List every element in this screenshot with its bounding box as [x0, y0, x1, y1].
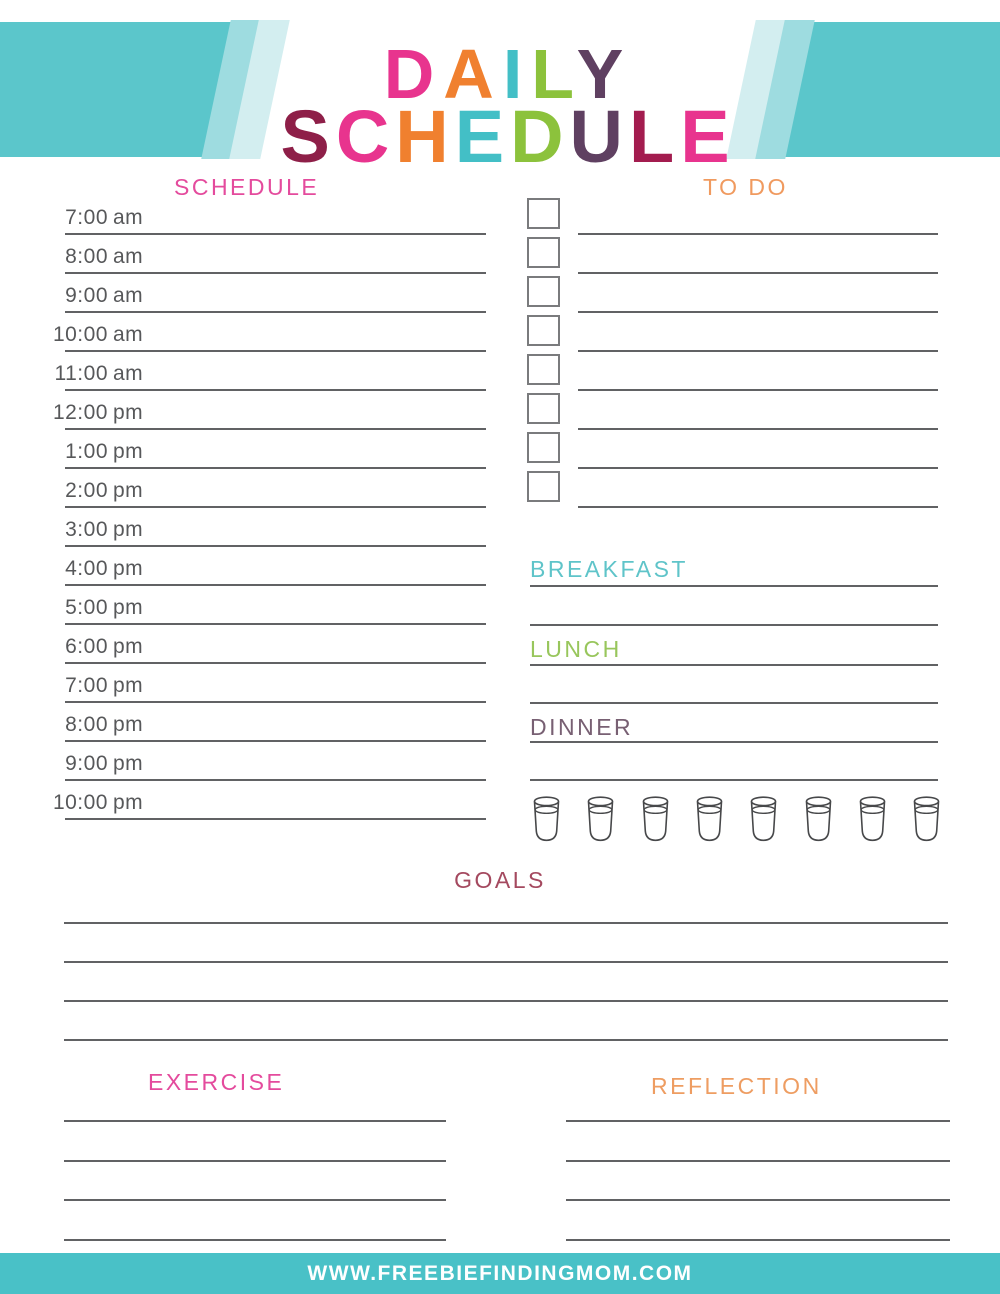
title-letter: S: [280, 95, 336, 178]
schedule-line: [65, 779, 486, 781]
schedule-line: [65, 467, 486, 469]
water-cup-icon[interactable]: [533, 796, 560, 842]
schedule-line: [65, 740, 486, 742]
todo-checkbox[interactable]: [527, 276, 560, 307]
schedule-line: [65, 272, 486, 274]
lunch-heading: LUNCH: [530, 636, 622, 662]
title-letter: L: [531, 35, 577, 113]
todo-checkbox[interactable]: [527, 315, 560, 346]
dinner-line: [530, 779, 938, 781]
schedule-time: 5:00: [65, 596, 108, 619]
schedule-line: [65, 584, 486, 586]
schedule-time: 8:00: [65, 245, 108, 268]
dinner-heading: DINNER: [530, 714, 634, 740]
goals-line: [64, 961, 948, 963]
title-letter: C: [335, 95, 396, 178]
title-letter: U: [569, 95, 629, 178]
schedule-period: pm: [113, 596, 144, 619]
reflection-line: [566, 1239, 950, 1241]
reflection-heading: REFLECTION: [651, 1073, 822, 1099]
lunch-line: [530, 702, 938, 704]
schedule-time: 9:00: [65, 284, 108, 307]
schedule-time: 1:00: [65, 440, 108, 463]
water-cup-icon[interactable]: [805, 796, 832, 842]
schedule-time: 7:00: [65, 206, 108, 229]
schedule-period: am: [113, 284, 144, 307]
title-letter: D: [383, 35, 444, 113]
goals-line: [64, 1039, 948, 1041]
water-cup-icon[interactable]: [859, 796, 886, 842]
breakfast-underline: [530, 585, 938, 587]
schedule-period: am: [113, 323, 144, 346]
schedule-line: [65, 545, 486, 547]
schedule-time: 7:00: [65, 674, 108, 697]
schedule-line: [65, 623, 486, 625]
schedule-period: pm: [113, 713, 144, 736]
goals-heading: GOALS: [454, 867, 546, 893]
todo-line: [578, 467, 938, 469]
schedule-line: [65, 311, 486, 313]
title-letter: A: [443, 35, 503, 113]
schedule-time: 9:00: [65, 752, 108, 775]
todo-checkbox[interactable]: [527, 393, 560, 424]
title-letter: H: [395, 95, 455, 178]
schedule-period: pm: [113, 518, 144, 541]
schedule-time: 4:00: [65, 557, 108, 580]
schedule-period: am: [113, 206, 144, 229]
todo-heading: TO DO: [703, 174, 788, 200]
water-cup-icon[interactable]: [587, 796, 614, 842]
schedule-line: [65, 428, 486, 430]
title-letter: Y: [576, 35, 633, 113]
breakfast-line: [530, 624, 938, 626]
todo-line: [578, 311, 938, 313]
todo-checkbox[interactable]: [527, 354, 560, 385]
schedule-period: pm: [113, 479, 144, 502]
schedule-time: 12:00: [52, 401, 108, 424]
todo-line: [578, 506, 938, 508]
schedule-line: [65, 701, 486, 703]
schedule-period: pm: [113, 440, 144, 463]
title-letter: I: [502, 35, 532, 113]
reflection-line: [566, 1120, 950, 1122]
schedule-line: [65, 662, 486, 664]
schedule-heading: SCHEDULE: [174, 174, 320, 200]
schedule-period: pm: [113, 401, 144, 424]
exercise-line: [64, 1239, 446, 1241]
water-cup-icon[interactable]: [750, 796, 777, 842]
dinner-underline: [530, 741, 938, 743]
schedule-period: am: [113, 362, 144, 385]
todo-checkbox[interactable]: [527, 237, 560, 268]
todo-line: [578, 272, 938, 274]
water-cup-icon[interactable]: [696, 796, 723, 842]
schedule-time: 11:00: [54, 362, 108, 385]
schedule-time: 8:00: [65, 713, 108, 736]
todo-line: [578, 350, 938, 352]
title-letter: D: [510, 95, 570, 178]
title-letter: E: [454, 95, 511, 178]
exercise-line: [64, 1160, 446, 1162]
todo-line: [578, 389, 938, 391]
breakfast-heading: BREAKFAST: [530, 556, 688, 582]
title-letter: L: [628, 95, 681, 178]
title-letter: E: [680, 95, 736, 178]
schedule-line: [65, 506, 486, 508]
header-band: [0, 22, 1000, 178]
footer-url: WWW.FREEBIEFINDINGMOM.COM: [307, 1262, 693, 1285]
goals-line: [64, 1000, 948, 1002]
reflection-line: [566, 1160, 950, 1162]
schedule-time: 10:00: [52, 791, 108, 814]
schedule-time: 2:00: [65, 479, 108, 502]
exercise-line: [64, 1120, 446, 1122]
page-title: [8, 35, 1000, 178]
reflection-line: [566, 1199, 950, 1201]
title-schedule: [8, 95, 1000, 178]
schedule-line: [65, 350, 486, 352]
todo-checkbox[interactable]: [527, 432, 560, 463]
schedule-line: [65, 233, 486, 235]
schedule-time: 6:00: [65, 635, 108, 658]
exercise-line: [64, 1199, 446, 1201]
schedule-period: pm: [113, 557, 144, 580]
lunch-underline: [530, 664, 938, 666]
schedule-line: [65, 389, 486, 391]
schedule-time: 3:00: [65, 518, 108, 541]
schedule-period: pm: [113, 791, 144, 814]
goals-line: [64, 922, 948, 924]
schedule-time: 10:00: [52, 323, 108, 346]
schedule-period: pm: [113, 674, 144, 697]
todo-line: [578, 233, 938, 235]
schedule-period: pm: [113, 635, 144, 658]
todo-checkbox[interactable]: [527, 471, 560, 502]
schedule-period: pm: [113, 752, 144, 775]
schedule-line: [65, 818, 486, 820]
water-cup-icon[interactable]: [913, 796, 940, 842]
footer-band: [0, 1253, 1000, 1294]
todo-checkbox[interactable]: [527, 198, 560, 229]
exercise-heading: EXERCISE: [148, 1069, 285, 1095]
water-cup-icon[interactable]: [642, 796, 669, 842]
schedule-period: am: [113, 245, 144, 268]
todo-line: [578, 428, 938, 430]
